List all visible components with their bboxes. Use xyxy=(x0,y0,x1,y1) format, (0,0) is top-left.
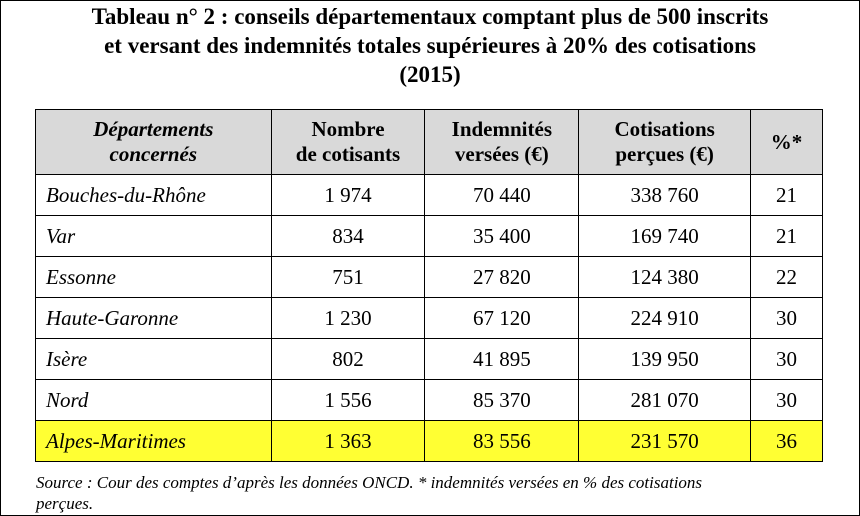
cell-cotisations: 231 570 xyxy=(579,421,751,462)
header-line: Départements xyxy=(93,117,214,141)
header-line: Indemnités xyxy=(451,117,552,141)
cell-nombre: 802 xyxy=(271,339,425,380)
table-row xyxy=(36,216,823,257)
cell-departement: Nord xyxy=(36,380,272,421)
cell-departement: Bouches-du-Rhône xyxy=(36,175,272,216)
cell-cotisations: 139 950 xyxy=(579,339,751,380)
cell-nombre: 1 363 xyxy=(271,421,425,462)
title-line-3: (2015) xyxy=(399,62,461,87)
cell-indemnites: 35 400 xyxy=(425,216,579,257)
header-line: Cotisations xyxy=(614,117,715,141)
title-line-1: Tableau n° 2 : conseils départementaux comptant plus de 500 inscrits xyxy=(91,4,769,29)
cell-percent: 21 xyxy=(751,175,823,216)
cell-cotisations: 281 070 xyxy=(579,380,751,421)
cell-departement: Alpes-Maritimes xyxy=(36,421,272,462)
cell-indemnites: 27 820 xyxy=(425,257,579,298)
header-line: %* xyxy=(770,129,803,154)
header-departements xyxy=(36,110,272,175)
header-line: de cotisants xyxy=(295,142,401,166)
cell-departement: Isère xyxy=(36,339,272,380)
cell-nombre: 1 230 xyxy=(271,298,425,339)
cell-cotisations: 338 760 xyxy=(579,175,751,216)
cell-percent: 36 xyxy=(751,421,823,462)
cell-percent: 30 xyxy=(751,380,823,421)
cell-cotisations: 224 910 xyxy=(579,298,751,339)
cell-percent: 22 xyxy=(751,257,823,298)
table-row xyxy=(36,298,823,339)
header-row xyxy=(36,110,823,175)
header-line: concernés xyxy=(109,142,198,166)
cell-percent: 30 xyxy=(751,298,823,339)
header-line: versées (€) xyxy=(454,142,549,166)
cell-departement: Var xyxy=(36,216,272,257)
header-cotisations xyxy=(579,110,751,175)
cell-indemnites: 70 440 xyxy=(425,175,579,216)
cell-nombre: 1 974 xyxy=(271,175,425,216)
cell-cotisations: 124 380 xyxy=(579,257,751,298)
cell-percent: 30 xyxy=(751,339,823,380)
table-row xyxy=(36,175,823,216)
cell-nombre: 751 xyxy=(271,257,425,298)
header-percent xyxy=(751,110,823,175)
title-line-2: et versant des indemnités totales supérieures à 20% des cotisations xyxy=(104,33,756,58)
cell-nombre: 1 556 xyxy=(271,380,425,421)
cell-departement: Essonne xyxy=(36,257,272,298)
cell-departement: Haute-Garonne xyxy=(36,298,272,339)
cell-indemnites: 67 120 xyxy=(425,298,579,339)
cell-percent: 21 xyxy=(751,216,823,257)
cell-cotisations: 169 740 xyxy=(579,216,751,257)
header-nombre xyxy=(271,110,425,175)
cell-indemnites: 83 556 xyxy=(425,421,579,462)
header-line: perçues (€) xyxy=(615,142,714,166)
source-note xyxy=(36,472,836,514)
data-table xyxy=(35,109,823,462)
table-title xyxy=(0,2,860,89)
header-line: Nombre xyxy=(311,117,385,141)
cell-indemnites: 41 895 xyxy=(425,339,579,380)
header-indemnites xyxy=(425,110,579,175)
table-row xyxy=(36,257,823,298)
source-line-2: perçues. xyxy=(36,494,94,513)
table-row xyxy=(36,339,823,380)
table-row-highlighted xyxy=(36,421,823,462)
table-row xyxy=(36,380,823,421)
cell-indemnites: 85 370 xyxy=(425,380,579,421)
cell-nombre: 834 xyxy=(271,216,425,257)
source-line-1: Source : Cour des comptes d’après les données ONCD. * indemnités versées en % des cotisations xyxy=(36,473,703,492)
